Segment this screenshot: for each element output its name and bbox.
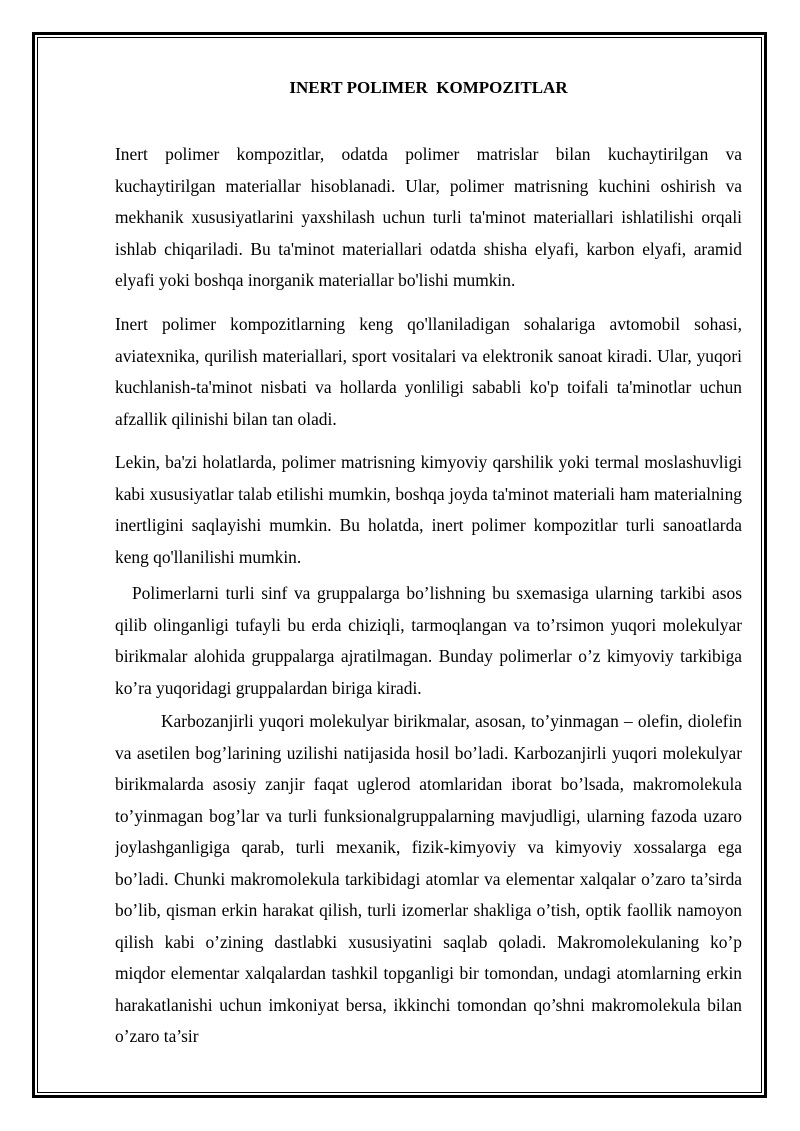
- paragraph: Karbozanjirli yuqori molekulyar birikmalar, asosan, to’yinmagan – olefin, diolefin va asetilen bog’larining uzilishi natijasida hosil bo’ladi. Karbozanjirli yuqori molekulyar birikmalarda asosiy zanjir faqat uglerod atomlaridan iborat bo’lsada, makromolekula to’yinmagan bog’lar va turli funksionalgruppalarning mavjudligi, ularning fazoda uzaro joylashganligiga qarab, turli mexanik, fizik-kimyoviy va kimyoviy xossalarga ega bo’ladi. Chunki makromolekula tarkibidagi atomlar va elementar xalqalar o’zaro ta’sirda bo’lib, qisman erkin harakat qilish, turli izomerlar shakliga o’tish, optik faollik namoyon qilish kabi o’zining dastlabki xususiyatini saqlab qoladi. Makromolekulaning ko’p miqdor elementar xalqalardan tashkil topganligi bir tomondan, undagi atomlarning erkin harakatlanishi uchun imkoniyat bersa, ikkinchi tomondan qo’shni makromolekula bilan o’zaro ta’sir: [115, 711, 742, 1046]
- paragraph: Inert polimer kompozitlarning keng qo'llaniladigan sohalariga avtomobil sohasi, aviatexnika, qurilish materiallari, sport vositalari va elektronik sanoat kiradi. Ular, yuqori kuchlanish-ta'minot nisbati va hollarda yonliligi sababli ko'p toifali ta'minotlar uchun afzallik qilinishi bilan tan oladi.: [115, 314, 742, 429]
- paragraph: Lekin, ba'zi holatlarda, polimer matrisning kimyoviy qarshilik yoki termal moslashuvligi kabi xususiyatlar talab etilishi mumkin, boshqa joyda ta'minot materiali ham materialning inertligini saqlayishi mumkin. Bu holatda, inert polimer kompozitlar turli sanoatlarda keng qo'llanilishi mumkin.: [115, 452, 742, 567]
- document-title: INERT POLIMER KOMPOZITLAR: [289, 78, 568, 97]
- paragraph: Polimerlarni turli sinf va gruppalarga bo’lishning bu sxemasiga ularning tarkibi asos qilib olinganligi tufayli bu erda chiziqli, tarmoqlangan va to’rsimon yuqori molekulyar birikmalar alohida gruppalarga ajratilmagan. Bunday polimerlar o’z kimyoviy tarkibiga ko’ra yuqoridagi gruppalardan biriga kiradi.: [115, 583, 742, 698]
- paragraph: Inert polimer kompozitlar, odatda polimer matrislar bilan kuchaytirilgan va kuchaytirilgan materiallar hisoblanadi. Ular, polimer matrisning kuchini oshirish va mekhanik xususiyatlarini yaxshilash uchun turli ta'minot materiallari ishlatilishi orqali ishlab chiqariladi. Bu ta'minot materiallari odatda shisha elyafi, karbon elyafi, aramid elyafi yoki boshqa inorganik materiallar bo'lishi mumkin.: [115, 144, 742, 290]
